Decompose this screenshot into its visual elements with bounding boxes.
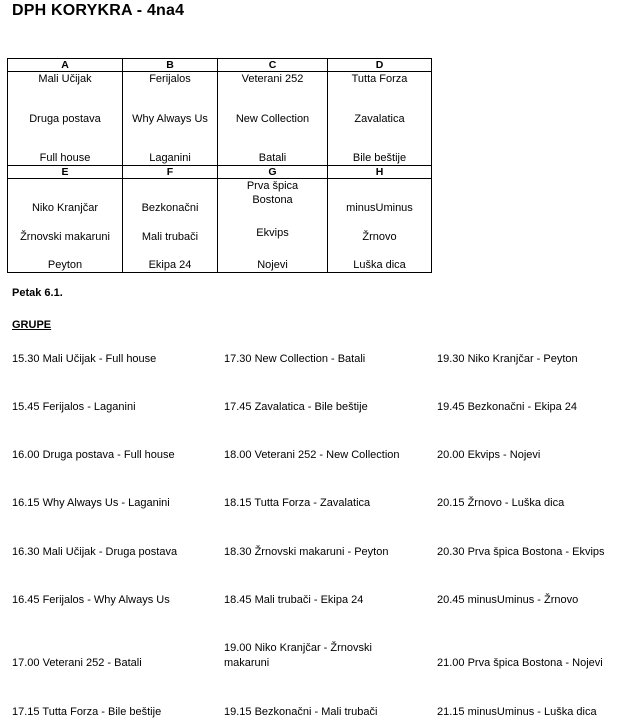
match-item: 20.00 Ekvips - Nojevi	[437, 449, 541, 461]
match-item: 18.15 Tutta Forza - Zavalatica	[224, 497, 371, 509]
team-name: Niko Kranjčar	[31, 202, 99, 214]
match-item: 21.00 Prva špica Bostona - Nojevi	[437, 657, 603, 669]
match-item: 17.45 Zavalatica - Bile beštije	[224, 401, 368, 413]
page-title: DPH KORYKRA - 4na4	[12, 2, 185, 19]
team-name: New Collection	[235, 112, 310, 125]
match-item: 18.45 Mali trubači - Ekipa 24	[224, 594, 364, 606]
team-name: Bile beštije	[352, 152, 407, 164]
team-name: Žrnovo	[362, 230, 397, 243]
match-item: 20.15 Žrnovo - Luška dica	[437, 497, 565, 509]
group-d-header: D	[328, 59, 432, 72]
group-a-header: A	[8, 59, 123, 72]
group-f-teams	[123, 179, 218, 273]
team-name: Veterani 252	[241, 73, 304, 85]
team-name: Mali Učijak	[38, 73, 92, 85]
group-b-header: B	[123, 59, 218, 72]
match-item: 15.30 Mali Učijak - Full house	[12, 353, 157, 365]
group-e-teams	[8, 179, 123, 273]
match-item: 19.30 Niko Kranjčar - Peyton	[437, 353, 578, 365]
team-name: Ferijalos	[149, 73, 191, 85]
match-item: 17.15 Tutta Forza - Bile beštije	[12, 706, 162, 718]
group-c-teams	[218, 72, 328, 166]
team-name: Ekipa 24	[148, 259, 192, 271]
group-e-header: E	[8, 166, 123, 179]
team-name: Why Always Us	[132, 112, 208, 125]
team-name: Druga postava	[29, 112, 101, 125]
match-item: 19.15 Bezkonačni - Mali trubači	[224, 706, 378, 718]
match-item: 19.45 Bezkonačni - Ekipa 24	[437, 401, 578, 413]
match-item: 17.30 New Collection - Batali	[224, 353, 366, 365]
match-item: 19.00 Niko Kranjčar - Žrnovski makaruni	[224, 642, 372, 669]
team-name: Laganini	[149, 152, 191, 164]
team-name: Bezkonačni	[141, 202, 199, 214]
groups-table	[7, 58, 432, 273]
team-name: Full house	[39, 152, 91, 164]
match-item: 16.45 Ferijalos - Why Always Us	[12, 594, 170, 606]
group-d-teams	[328, 72, 432, 166]
team-name: Luška dica	[353, 259, 406, 271]
team-name: Zavalatica	[354, 112, 405, 125]
group-f-header: F	[123, 166, 218, 179]
match-item: 16.15 Why Always Us - Laganini	[12, 497, 170, 509]
group-h-header: H	[328, 166, 432, 179]
match-item: 20.30 Prva špica Bostona - Ekvips	[437, 546, 605, 558]
group-c-header: C	[218, 59, 328, 72]
group-g-header: G	[218, 166, 328, 179]
team-name: Ekvips	[256, 226, 289, 239]
team-name: Tutta Forza	[351, 73, 408, 85]
team-name: minusUminus	[346, 202, 413, 214]
group-a-teams	[8, 72, 123, 166]
section-heading: GRUPE	[12, 319, 52, 331]
group-g-teams	[218, 179, 328, 273]
match-item: 17.00 Veterani 252 - Batali	[12, 657, 142, 669]
group-b-teams	[123, 72, 218, 166]
match-item: 18.00 Veterani 252 - New Collection	[224, 449, 400, 461]
team-name: Prva špica Bostona	[246, 180, 299, 206]
match-item: 16.00 Druga postava - Full house	[12, 449, 175, 461]
match-item: 16.30 Mali Učijak - Druga postava	[12, 546, 178, 558]
match-item: 20.45 minusUminus - Žrnovo	[437, 594, 579, 606]
match-item: 21.15 minusUminus - Luška dica	[437, 706, 597, 718]
match-item: 15.45 Ferijalos - Laganini	[12, 401, 136, 413]
match-item: 18.30 Žrnovski makaruni - Peyton	[224, 546, 389, 558]
team-name: Nojevi	[257, 259, 288, 271]
team-name: Peyton	[47, 259, 83, 271]
group-h-teams	[328, 179, 432, 273]
team-name: Batali	[258, 152, 287, 164]
team-name: Žrnovski makaruni	[20, 230, 110, 243]
day-heading: Petak 6.1.	[12, 287, 63, 299]
team-name: Mali trubači	[141, 230, 199, 243]
